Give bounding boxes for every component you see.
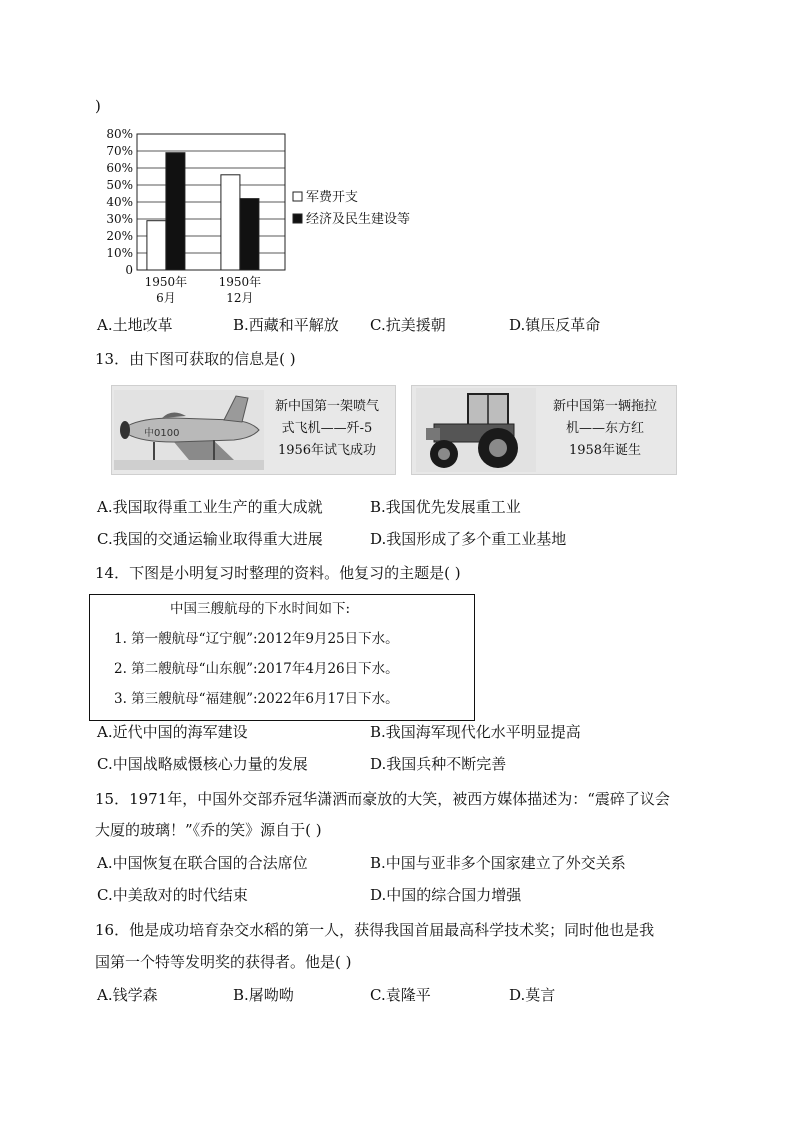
q15-option-d[interactable]: D.中国的综合国力增强 (370, 886, 522, 904)
jet-caption-line-3: 1956年试飞成功 (277, 443, 377, 458)
x-tick-label: 6月 (156, 291, 176, 305)
legend-swatch (293, 214, 302, 223)
bar (147, 221, 166, 270)
q12-option-b[interactable]: B.西藏和平解放 (233, 316, 339, 334)
q13-option-b[interactable]: B.我国优先发展重工业 (370, 498, 521, 516)
q13-option-a[interactable]: A.我国取得重工业生产的重大成就 (97, 498, 323, 516)
x-tick-label: 1950年 (218, 275, 262, 289)
q15-stem-line-2: 大厦的玻璃！”《乔的笑》源自于( ) (95, 821, 322, 839)
jet-photo-panel (111, 385, 396, 475)
bar (240, 199, 259, 270)
q14-option-b[interactable]: B.我国海军现代化水平明显提高 (370, 723, 581, 741)
notes-line-3: 3. 第三艘航母“福建舰”:2022年6月17日下水。 (114, 691, 399, 707)
q16-option-b[interactable]: B.屠呦呦 (233, 986, 294, 1004)
tractor-image (416, 388, 536, 472)
x-tick-label: 12月 (226, 291, 254, 305)
notes-line-2: 2. 第二艘航母“山东舰”:2017年4月26日下水。 (114, 661, 399, 677)
tractor-photo-panel (411, 385, 677, 475)
y-tick-label: 40% (106, 195, 133, 209)
q15-option-c[interactable]: C.中美敌对的时代结束 (97, 886, 248, 904)
bar (166, 153, 185, 270)
y-tick-label: 70% (106, 144, 133, 158)
jet-caption-line-2: 式飞机——歼-5 (281, 421, 373, 436)
legend-swatch (293, 192, 302, 201)
q16-option-d[interactable]: D.莫言 (509, 986, 556, 1004)
q15-stem-line-1: 15．1971年，中国外交部乔冠华潇洒而豪放的大笑，被西方媒体描述为：“震碎了议会 (95, 790, 670, 808)
jet-fighter-image (114, 390, 264, 470)
y-tick-label: 30% (106, 212, 133, 226)
q14-option-a[interactable]: A.近代中国的海军建设 (97, 723, 248, 741)
q13-option-d[interactable]: D.我国形成了多个重工业基地 (370, 530, 567, 548)
q12-option-c[interactable]: C.抗美援朝 (370, 316, 446, 334)
y-tick-label: 20% (106, 229, 133, 243)
q16-stem-line-2: 国第一个特等发明奖的获得者。他是( ) (95, 953, 352, 971)
q14-option-c[interactable]: C.中国战略威慑核心力量的发展 (97, 755, 308, 773)
x-tick-label: 1950年 (144, 275, 188, 289)
legend-label: 经济及民生建设等 (306, 212, 411, 227)
notes-title: 中国三艘航母的下水时间如下: (170, 601, 351, 617)
bar-chart (95, 120, 435, 310)
bar (221, 175, 240, 270)
notes-box (89, 594, 475, 721)
q16-option-c[interactable]: C.袁隆平 (370, 986, 431, 1004)
q12-option-d[interactable]: D.镇压反革命 (509, 316, 601, 334)
q15-option-b[interactable]: B.中国与亚非多个国家建立了外交关系 (370, 854, 626, 872)
legend-label: 军费开支 (306, 190, 359, 205)
plane-mark: 中0100 (144, 428, 180, 439)
q15-option-a[interactable]: A.中国恢复在联合国的合法席位 (97, 854, 308, 872)
q12-stem-tail: ) (95, 97, 101, 115)
notes-line-1: 1. 第一艘航母“辽宁舰”:2012年9月25日下水。 (114, 631, 399, 647)
y-tick-label: 50% (106, 178, 133, 192)
tractor-caption-line-3: 1958年诞生 (568, 443, 642, 458)
y-tick-label: 0 (125, 263, 133, 277)
jet-caption-line-1: 新中国第一架喷气 (274, 399, 379, 414)
q13-stem: 13．由下图可获取的信息是( ) (95, 350, 296, 368)
q14-option-d[interactable]: D.我国兵种不断完善 (370, 755, 507, 773)
q16-option-a[interactable]: A.钱学森 (97, 986, 158, 1004)
tractor-caption-line-1: 新中国第一辆拖拉 (552, 399, 657, 414)
q14-stem: 14．下图是小明复习时整理的资料。他复习的主题是( ) (95, 564, 461, 582)
q13-option-c[interactable]: C.我国的交通运输业取得重大进展 (97, 530, 323, 548)
q16-stem-line-1: 16．他是成功培育杂交水稻的第一人，获得我国首届最高科学技术奖；同时他也是我 (95, 921, 655, 939)
y-tick-label: 80% (106, 127, 133, 141)
q12-option-a[interactable]: A.土地改革 (97, 316, 173, 334)
tractor-caption-line-2: 机——东方红 (565, 421, 644, 436)
y-tick-label: 60% (106, 161, 133, 175)
y-tick-label: 10% (106, 246, 133, 260)
